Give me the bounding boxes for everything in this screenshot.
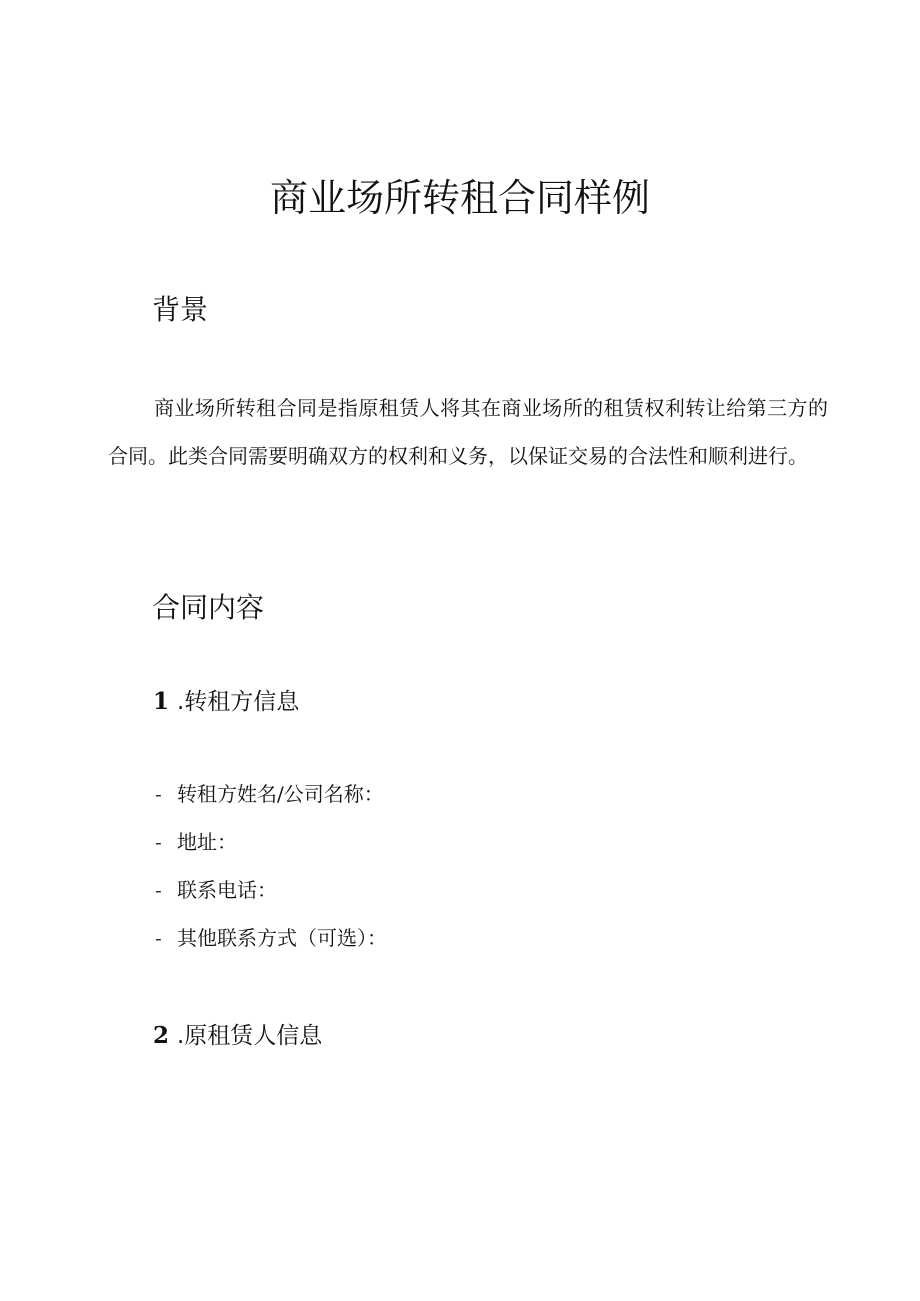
subsection-heading-1 <box>153 686 299 718</box>
subsection-title: .转租方信息 <box>177 689 300 715</box>
bullet-dash: - <box>155 830 162 854</box>
field-line <box>155 776 387 824</box>
field-line <box>155 872 387 920</box>
field-label: 其他联系方式（可选）： <box>177 926 387 950</box>
document-title: 商业场所转租合同样例 <box>269 176 650 220</box>
subsection-heading-2 <box>153 1020 322 1052</box>
bullet-dash: - <box>155 878 162 902</box>
section-heading-background: 背景 <box>152 293 209 326</box>
field-line <box>155 824 387 872</box>
field-label: 地址： <box>177 830 237 854</box>
subtenant-info-fields <box>155 776 387 968</box>
field-line <box>155 920 387 968</box>
bullet-dash: - <box>155 926 162 950</box>
subsection-number: 1 <box>153 688 170 715</box>
section-heading-contract-content: 合同内容 <box>152 591 265 624</box>
field-label: 联系电话： <box>177 878 277 902</box>
subsection-number: 2 <box>153 1022 170 1049</box>
subsection-title: .原租赁人信息 <box>177 1023 323 1049</box>
field-label: 转租方姓名/公司名称： <box>177 782 384 806</box>
background-paragraph: 商业场所转租合同是指原租赁人将其在商业场所的租赁权利转让给第三方的合同。此类合同需要明确双方的权利和义务，以保证交易的合法性和顺利进行。 <box>108 396 828 468</box>
bullet-dash: - <box>155 782 162 806</box>
